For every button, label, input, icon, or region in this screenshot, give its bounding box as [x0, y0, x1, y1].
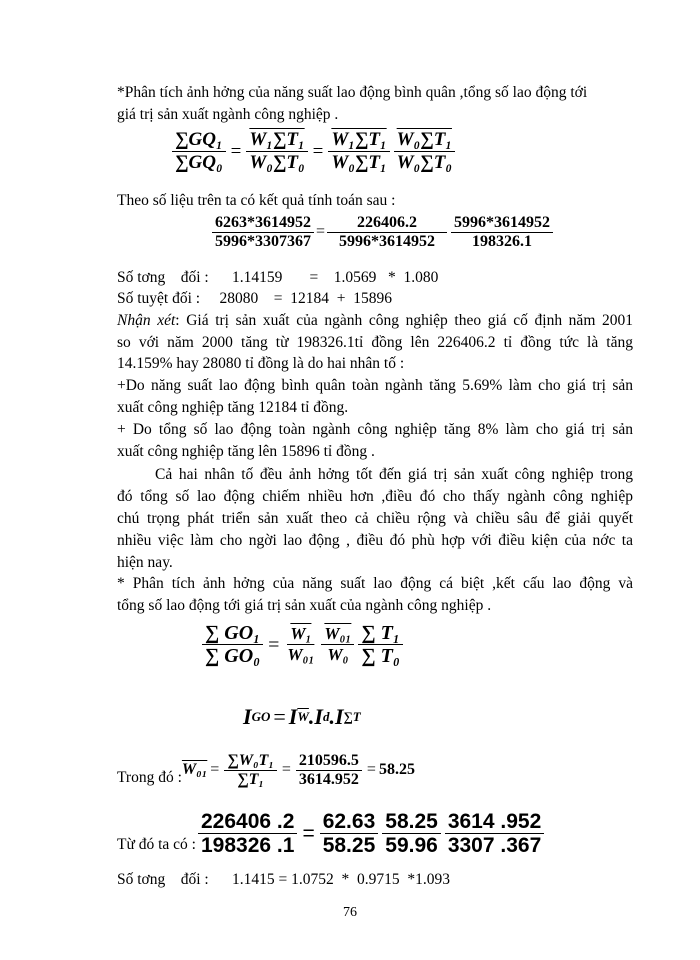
text-line: hiện nay. [117, 554, 173, 571]
text-line: đó tổng số lao động chiếm nhiều hơn ,điều đó cho thấy ngành công nghiệp [117, 488, 633, 505]
text-line: 14.159% hay 28080 tỉ đồng là do hai nhân tố : [117, 355, 405, 372]
equals: = [281, 761, 291, 779]
denominator: 59.96 [385, 834, 438, 858]
text-line: so với năm 2000 tăng từ 198326.1tỉ đồng lên 226406.2 tỉ đồng tức là tăng [117, 334, 633, 351]
subscript: ∑T [343, 709, 361, 724]
numerator: 226406 .2 [198, 810, 297, 834]
equals: = [210, 761, 220, 779]
denominator: 3307 .367 [447, 834, 542, 858]
denominator: 58.25 [322, 834, 376, 858]
formula-w01 [117, 752, 415, 789]
formula-substitution [117, 810, 546, 858]
w01-symbol: W₀₁ [181, 761, 208, 779]
text-line: *Phân tích ảnh hởng của năng suất lao động bình quân ,tổng số lao động tới [117, 84, 588, 101]
text-line: giá trị sản xuất ngành công nghiệp . [117, 106, 339, 123]
equals: = [366, 761, 376, 779]
index-symbol: .I [329, 704, 344, 729]
equals: = [273, 704, 286, 729]
equals: = [312, 140, 324, 162]
numerator: W₁∑T₁ [328, 130, 389, 152]
denominator: ∑GQ₀ [175, 151, 223, 173]
numerator: 3614 .952 [445, 810, 544, 834]
index-symbol: I [288, 704, 298, 729]
equals: = [302, 822, 315, 846]
text-line: Cả hai nhân tố đều ảnh hởng tốt đến giá trị sản xuất công nghiệp trong [155, 466, 633, 483]
numerator: ∑ T₁ [358, 622, 402, 645]
index-symbol: I [243, 704, 252, 729]
denominator: 5996*3307367 [215, 232, 311, 250]
text-line: Theo số liệu trên ta có kết quả tính toán sau : [117, 192, 396, 209]
equals: = [268, 633, 280, 656]
text-line: xuất công nghiệp tăng lên 15896 tỉ đồng . [117, 443, 375, 460]
numerator: 58.25 [382, 810, 441, 834]
formula-label: Trong đó : [117, 769, 182, 787]
formula-structure-index [200, 622, 405, 668]
numerator: W₀₁ [321, 625, 354, 645]
numerator: ∑W₀T₁ [224, 752, 277, 771]
text-line: xuất công nghiệp tăng 12184 tỉ đồng. [117, 399, 349, 416]
text-line: chú trọng phát triển sản xuất theo cả chiều rộng và chiều sâu để giải quyết [117, 510, 633, 527]
numerator: W₀∑T₁ [394, 130, 455, 152]
remark-text: : Giá trị sản xuất của ngành công nghiệp theo giá cố định năm 2001 [175, 312, 633, 329]
denominator: W₀₁ [287, 645, 315, 665]
numerator: 6263*3614952 [212, 214, 314, 233]
denominator: ∑T₁ [237, 770, 264, 788]
denominator: 198326.1 [472, 232, 533, 250]
subscript: GO [251, 709, 271, 724]
result: 58.25 [378, 761, 415, 779]
numerator: 62.63 [320, 810, 379, 834]
text-line: Số tơng đối : 1.1415 = 1.0752 * 0.9715 *1.093 [117, 871, 450, 888]
numerator: ∑ GO₁ [202, 622, 263, 645]
subscript: d [322, 709, 330, 724]
text-line [117, 311, 633, 331]
denominator: W₀∑T₁ [331, 151, 387, 173]
formula-productivity-index [170, 130, 457, 174]
formula-index-system [243, 704, 361, 730]
denominator: ∑ GO₀ [205, 645, 261, 667]
denominator: W₀ [327, 645, 349, 665]
subscript: $\overline{W}$ [297, 709, 309, 724]
denominator: ∑ T₀ [361, 645, 400, 667]
text-line: Số tuyệt đối : 28080 = 12184 + 15896 [117, 290, 392, 307]
index-symbol: .I [308, 704, 323, 729]
text-line: tổng số lao động tới giá trị sản xuất của ngành công nghiệp . [117, 597, 492, 614]
denominator: W₀∑T₀ [396, 151, 452, 173]
text-line: +Do năng suất lao động bình quân toàn ngành tăng 5.69% làm cho giá trị sản [117, 377, 633, 394]
text-line: Số tơng đối : 1.14159 = 1.0569 * 1.080 [117, 269, 439, 286]
equals: = [230, 140, 242, 162]
numerator: 210596.5 [296, 752, 362, 771]
text-line: * Phân tích ảnh hởng của năng suất lao động cá biệt ,kết cấu lao động và [117, 575, 633, 592]
denominator: 3614.952 [298, 770, 359, 788]
numerator: W₁∑T₁ [246, 130, 307, 152]
denominator: 5996*3614952 [339, 232, 436, 250]
formula-calculation [210, 214, 555, 251]
denominator: 198326 .1 [201, 834, 295, 858]
denominator: W₀∑T₀ [249, 151, 305, 173]
numerator: W₁ [287, 625, 314, 645]
page-number: 76 [343, 905, 357, 920]
numerator: 226406.2 [327, 214, 447, 233]
text-line: nhiều việc làm cho ngời lao động , điều đó phù hợp với điều kiện của nớc ta [117, 532, 633, 549]
remark-label: Nhận xét [117, 312, 176, 329]
text-line: + Do tổng số lao động toàn ngành công nghiệp tăng 8% làm cho giá trị sản [117, 421, 633, 438]
numerator: ∑GQ₁ [172, 130, 226, 152]
equals: = [316, 223, 326, 241]
formula-label: Từ đó ta có : [117, 836, 196, 854]
numerator: 5996*3614952 [451, 214, 553, 233]
